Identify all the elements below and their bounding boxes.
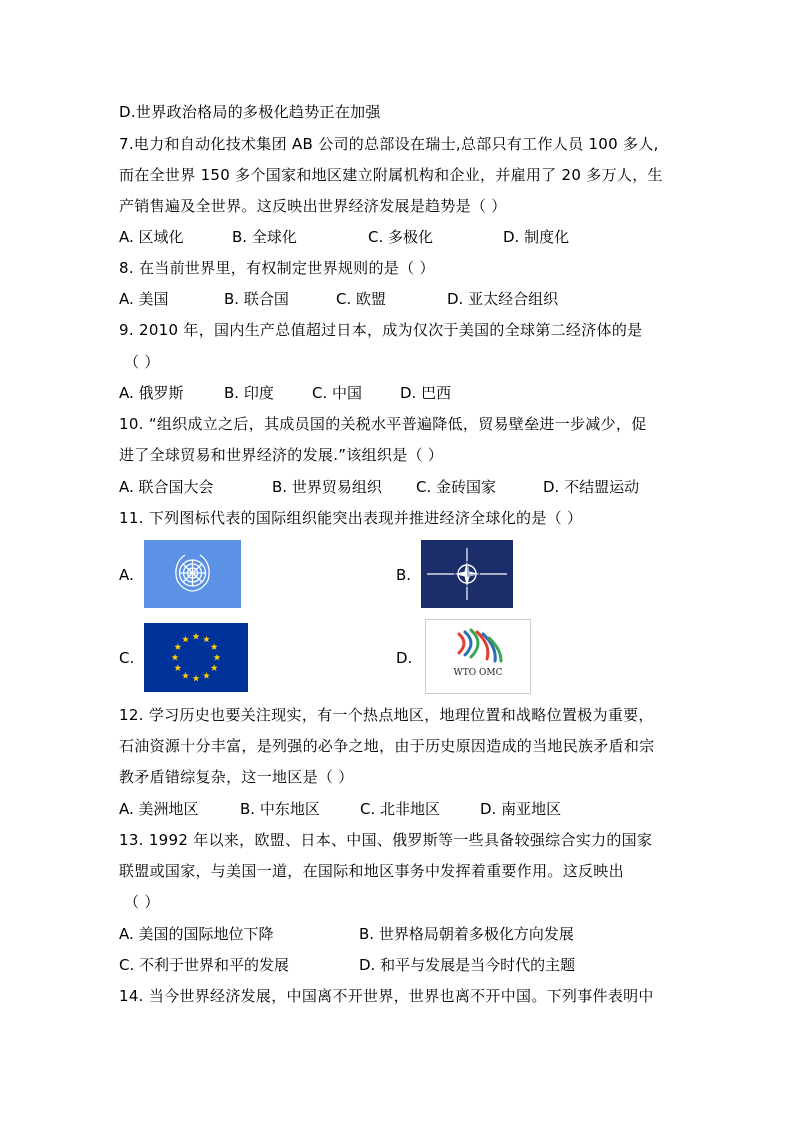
q13-stem-line2: 联盟或国家，与美国一道，在国际和地区事务中发挥着重要作用。这反映出 bbox=[119, 862, 624, 880]
q13-option-b: B. 世界格局朝着多极化方向发展 bbox=[359, 925, 574, 943]
q11-label-d: D. bbox=[396, 649, 413, 667]
q12-stem-line2: 石油资源十分丰富，是列强的必争之地，由于历史原因造成的当地民族矛盾和宗 bbox=[119, 737, 655, 755]
wto-logo-text: WTO OMC bbox=[453, 668, 503, 678]
q13-option-c: C. 不利于世界和平的发展 bbox=[119, 956, 290, 974]
q10-option-d: D. 不结盟运动 bbox=[543, 478, 640, 496]
q9-option-c: C. 中国 bbox=[312, 384, 363, 402]
q11-label-c: C. bbox=[119, 649, 135, 667]
q12-option-c: C. 北非地区 bbox=[360, 800, 441, 818]
q13-option-d: D. 和平与发展是当今时代的主题 bbox=[359, 956, 576, 974]
q8-stem: 8. 在当前世界里，有权制定世界规则的是（ ） bbox=[119, 259, 435, 277]
q11-stem: 11. 下列图标代表的国际组织能突出表现并推进经济全球化的是（ ） bbox=[119, 509, 583, 527]
q9-option-d: D. 巴西 bbox=[400, 384, 452, 402]
q12-stem-line1: 12. 学习历史也要关注现实，有一个热点地区，地理位置和战略位置极为重要， bbox=[119, 706, 654, 724]
q7-option-a: A. 区域化 bbox=[119, 228, 184, 246]
wto-logo-icon bbox=[425, 619, 531, 694]
q8-option-d: D. 亚太经合组织 bbox=[447, 290, 559, 308]
q9-stem-line2: （ ） bbox=[124, 353, 160, 371]
q12-option-d: D. 南亚地区 bbox=[480, 800, 562, 818]
q9-stem-line1: 9. 2010 年，国内生产总值超过日本，成为仅次于美国的全球第二经济体的是 bbox=[119, 321, 643, 339]
q10-option-a: A. 联合国大会 bbox=[119, 478, 214, 496]
q10-stem-line1: 10. “组织成立之后，其成员国的关税水平普遍降低，贸易壁垒进一步减少，促 bbox=[119, 415, 647, 433]
q7-stem-line1: 7.电力和自动化技术集团 AB 公司的总部设在瑞士,总部只有工作人员 100 多人, bbox=[119, 135, 659, 153]
q7-stem-line3: 产销售遍及全世界。这反映出世界经济发展是趋势是（ ） bbox=[119, 197, 507, 215]
q7-option-b: B. 全球化 bbox=[232, 228, 297, 246]
q8-option-b: B. 联合国 bbox=[224, 290, 289, 308]
q7-option-c: C. 多极化 bbox=[368, 228, 434, 246]
q12-stem-line3: 教矛盾错综复杂，这一地区是（ ） bbox=[119, 768, 354, 786]
q11-label-b: B. bbox=[396, 566, 412, 584]
q13-stem-line3: （ ） bbox=[124, 893, 160, 911]
q10-option-c: C. 金砖国家 bbox=[416, 478, 497, 496]
q12-option-b: B. 中东地区 bbox=[240, 800, 320, 818]
eu-flag-icon bbox=[144, 623, 248, 692]
q9-option-b: B. 印度 bbox=[224, 384, 274, 402]
q9-option-a: A. 俄罗斯 bbox=[119, 384, 184, 402]
q8-option-a: A. 美国 bbox=[119, 290, 169, 308]
nato-flag-icon bbox=[421, 540, 513, 608]
q8-option-c: C. 欧盟 bbox=[336, 290, 387, 308]
q10-stem-line2: 进了全球贸易和世界经济的发展.”该组织是（ ） bbox=[119, 446, 444, 464]
q12-option-a: A. 美洲地区 bbox=[119, 800, 199, 818]
q11-label-a: A. bbox=[119, 566, 134, 584]
q10-option-b: B. 世界贸易组织 bbox=[272, 478, 382, 496]
q7-stem-line2: 而在全世界 150 多个国家和地区建立附属机构和企业，并雇用了 20 多万人，生 bbox=[119, 166, 663, 184]
un-flag-icon bbox=[144, 540, 241, 608]
q6-option-d: D.世界政治格局的多极化趋势正在加强 bbox=[119, 103, 381, 121]
q7-option-d: D. 制度化 bbox=[503, 228, 570, 246]
q13-option-a: A. 美国的国际地位下降 bbox=[119, 925, 274, 943]
q14-stem: 14. 当今世界经济发展，中国离不开世界，世界也离不开中国。下列事件表明中 bbox=[119, 987, 654, 1005]
q13-stem-line1: 13. 1992 年以来，欧盟、日本、中国、俄罗斯等一些具备较强综合实力的国家 bbox=[119, 831, 653, 849]
